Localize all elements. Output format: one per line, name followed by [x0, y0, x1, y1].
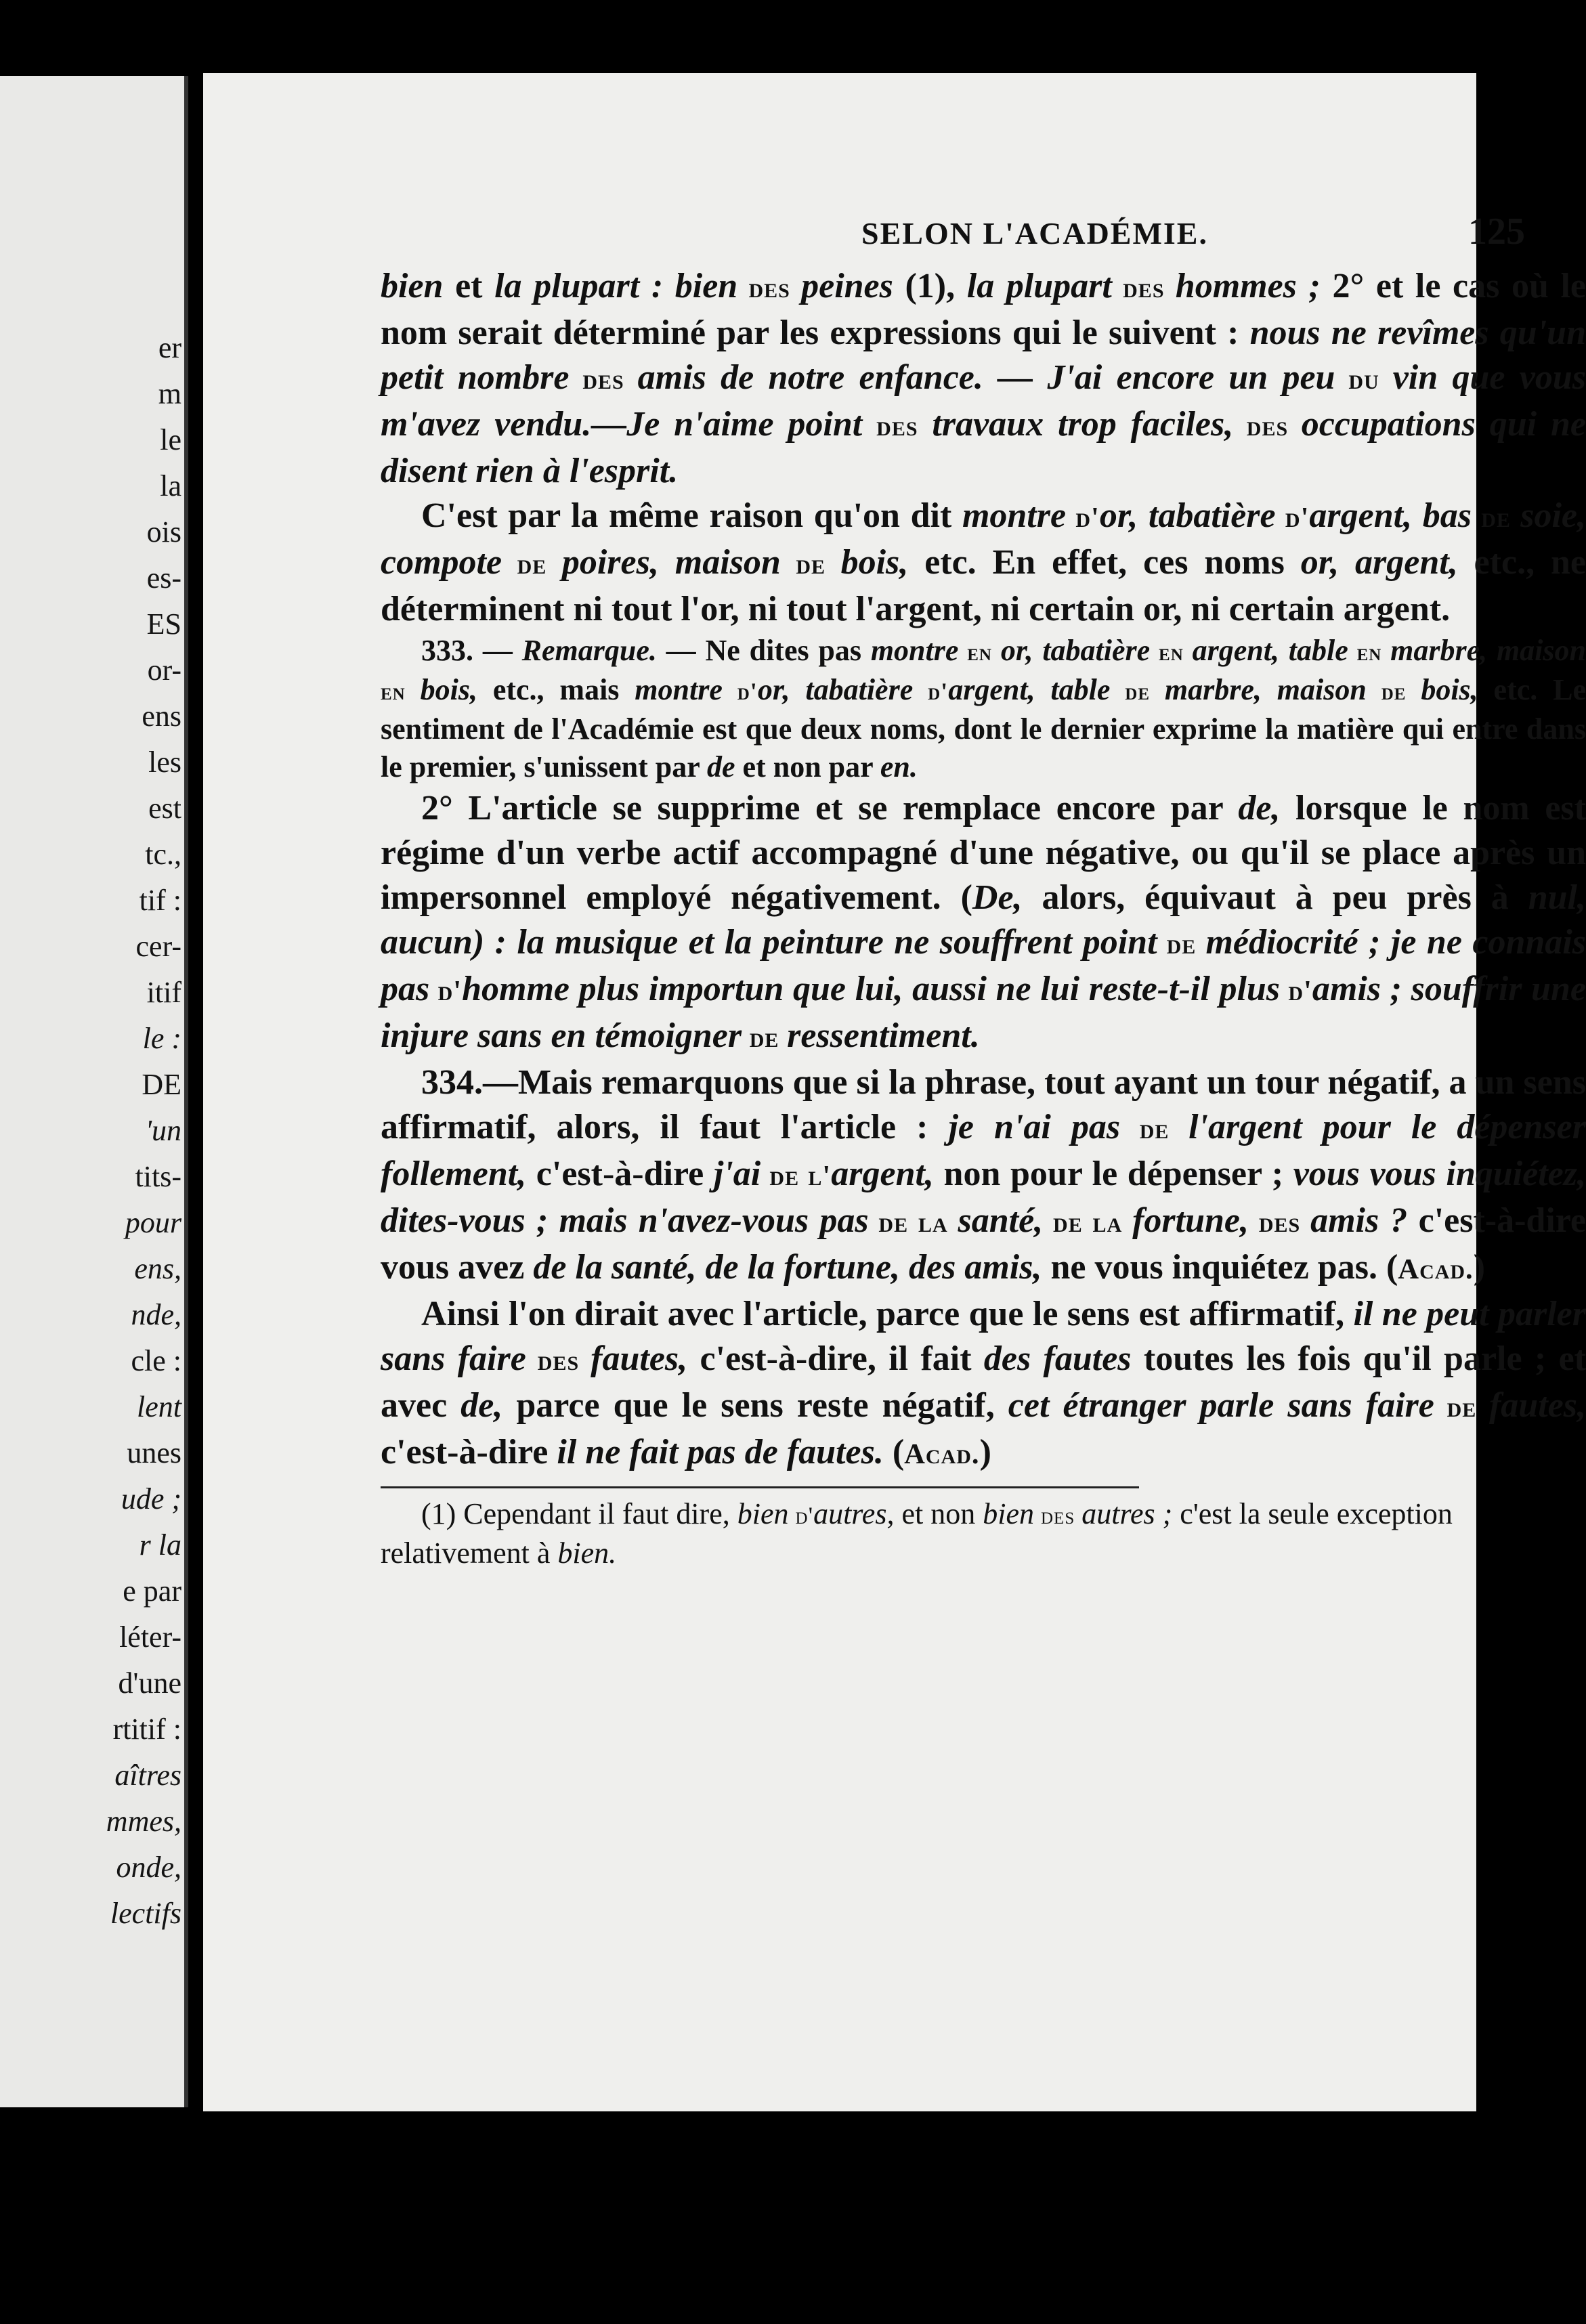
paragraph-1: bien et la plupart : bien des peines (1), la plupart des hommes ; 2° et le cas où le nom serait déterminé par les expressions qui le suivent : nous ne revîmes qu'un petit nombre des amis de notre enfance. — J'ai encore un peu du vin que vous m'avez vendu.—Je n'aime point des travaux trop faciles, des occupations qui ne disent rien à l'esprit.: [381, 267, 1586, 490]
left-margin-fragment: DE: [142, 1068, 181, 1101]
left-margin-fragment: le :: [142, 1022, 181, 1055]
left-margin-fragment: rtitif :: [112, 1713, 181, 1746]
left-margin-fragment: mmes,: [106, 1805, 181, 1838]
paragraph-2: C'est par la même raison qu'on dit montre d'or, tabatière d'argent, bas de soie, compote de poires, maison de bois, etc. En effet, ces noms or, argent, etc., ne déterminent ni tout l'or, ni tout l'argent, ni certain or, ni certain argent.: [381, 496, 1586, 628]
left-page-fragment: [0, 76, 188, 2107]
left-margin-fragment: ens: [142, 700, 181, 733]
left-margin-fragment: aîtres: [114, 1759, 181, 1792]
left-margin-fragment: le: [160, 423, 181, 456]
left-margin-fragment: r la: [139, 1528, 181, 1562]
left-margin-fragment: la: [160, 469, 181, 502]
left-margin-fragment: m: [158, 377, 181, 410]
left-margin-fragment: ens,: [134, 1252, 181, 1285]
left-margin-fragment: nde,: [131, 1298, 181, 1331]
page-number: 125: [1468, 211, 1525, 253]
left-margin-fragment: lent: [137, 1390, 181, 1423]
left-margin-fragment: d'une: [118, 1666, 181, 1700]
paragraph-5: Ainsi l'on dirait avec l'article, parce que le sens est affirmatif, il ne peut parler sans faire des fautes, c'est-à-dire, il fait des fautes toutes les fois qu'il parle ; et avec de, parce que le sens reste négatif, cet étranger parle sans faire de fautes, c'est-à-dire il ne fait pas de fautes. (Acad.): [381, 1295, 1586, 1471]
left-margin-fragment: tits-: [135, 1160, 181, 1193]
left-margin-fragment: tc.,: [145, 838, 181, 871]
running-title: SELON L'ACADÉMIE.: [861, 216, 1208, 251]
left-margin-fragment: onde,: [116, 1851, 181, 1884]
running-header: [381, 210, 1586, 264]
left-margin-fragment: lectifs: [110, 1897, 181, 1930]
paragraph-4: 334.—Mais remarquons que si la phrase, tout ayant un tour négatif, a un sens affirmatif, alors, il faut l'article : je n'ai pas de l'argent pour le dépenser follement, c'est-à-dire j'ai de l'argent, non pour le dépenser ; vous vous inquiétez, dites-vous ; mais n'avez-vous pas de la santé, de la fortune, des amis ? c'est-à-dire vous avez de la santé, de la fortune, des amis, ne vous inquiétez pas. (Acad.): [381, 1063, 1586, 1287]
left-margin-fragment: e par: [123, 1574, 181, 1608]
page-body: [381, 210, 1586, 1572]
main-text: [381, 264, 1586, 1477]
left-margin-fragment: pour: [125, 1206, 181, 1239]
left-margin-fragment: es-: [146, 561, 181, 595]
right-page: [203, 73, 1586, 2111]
paragraph-3: 2° L'article se supprime et se remplace encore par de, lorsque le nom est régime d'un verbe actif accompagné d'une négative, ou qu'il se place après un impersonnel employé négativement. (De, alors, équivaut à peu près à nul, aucun) : la musique et la peinture ne souffrent point de médiocrité ; je ne connais pas d'homme plus importun que lui, aussi ne lui reste-t-il plus d'amis ; souffrir une injure sans en témoigner de ressentiment.: [381, 789, 1586, 1055]
left-margin-fragment: 'un: [145, 1114, 181, 1147]
left-margin-fragment: itif: [146, 976, 181, 1009]
left-margin-fragment: tif :: [139, 884, 181, 917]
footnote-1: (1) Cependant il faut dire, bien d'autres, et non bien des autres ; c'est la seule exception relativement à bien.: [381, 1497, 1453, 1570]
remark-333: 333. — Remarque. — Ne dites pas montre en or, tabatière en argent, table en marbre, maison en bois, etc., mais montre d'or, tabatière d'argent, table de marbre, maison de bois, etc. Le sentiment de l'Académie est que deux noms, dont le dernier exprime la matière qui entre dans le premier, s'unissent par de et non par en.: [381, 634, 1586, 783]
left-margin-fragment: cle :: [131, 1344, 181, 1377]
left-margin-fragment: or-: [147, 653, 181, 687]
left-margin-fragment: les: [148, 746, 181, 779]
left-margin-fragment: ude ;: [121, 1482, 181, 1515]
left-margin-fragment: léter-: [119, 1620, 181, 1654]
left-margin-fragment: unes: [127, 1436, 181, 1469]
left-margin-fragment: cer-: [135, 930, 181, 963]
left-margin-fragment: ois: [146, 515, 181, 548]
footnote-divider: [381, 1486, 1139, 1488]
left-margin-fragment: ES: [146, 607, 181, 641]
left-margin-fragment: est: [148, 792, 181, 825]
left-margin-fragment: er: [158, 331, 181, 364]
